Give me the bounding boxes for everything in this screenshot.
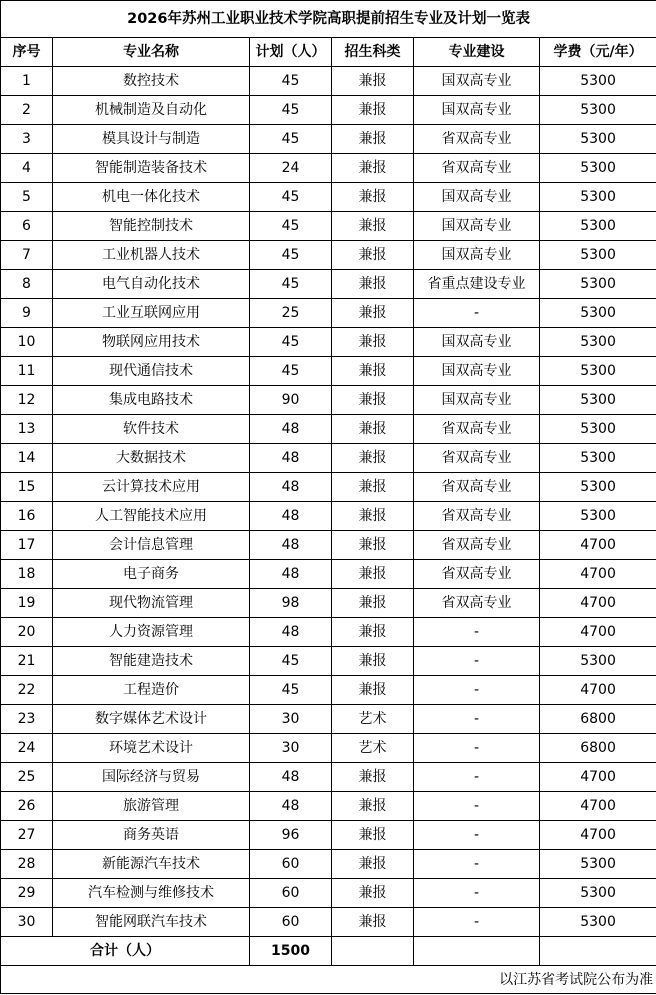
index-cell: 26 — [1, 792, 53, 821]
index-cell: 18 — [1, 560, 53, 589]
index-cell: 11 — [1, 357, 53, 386]
tuition-cell: 5300 — [540, 850, 656, 879]
plan-cell: 45 — [250, 67, 332, 96]
category-cell: 兼报 — [332, 415, 414, 444]
table-row — [1, 821, 656, 850]
plan-cell: 60 — [250, 850, 332, 879]
construction-cell: - — [414, 618, 540, 647]
plan-cell: 60 — [250, 879, 332, 908]
construction-cell: - — [414, 850, 540, 879]
construction-cell: - — [414, 299, 540, 328]
tuition-cell: 5300 — [540, 328, 656, 357]
table-row — [1, 357, 656, 386]
category-cell: 兼报 — [332, 328, 414, 357]
construction-cell: 省双高专业 — [414, 531, 540, 560]
header-plan: 计划（人） — [250, 38, 332, 67]
plan-cell: 45 — [250, 183, 332, 212]
category-cell: 兼报 — [332, 299, 414, 328]
tuition-cell: 5300 — [540, 67, 656, 96]
major-name-cell: 云计算技术应用 — [53, 473, 250, 502]
table-row — [1, 299, 656, 328]
category-cell: 兼报 — [332, 183, 414, 212]
index-cell: 3 — [1, 125, 53, 154]
major-name-cell: 会计信息管理 — [53, 531, 250, 560]
total-row — [1, 937, 656, 966]
plan-cell: 45 — [250, 270, 332, 299]
plan-cell: 48 — [250, 560, 332, 589]
index-cell: 15 — [1, 473, 53, 502]
plan-cell: 45 — [250, 241, 332, 270]
index-cell: 23 — [1, 705, 53, 734]
table-row — [1, 763, 656, 792]
construction-cell: 省双高专业 — [414, 473, 540, 502]
table-row — [1, 734, 656, 763]
major-name-cell: 集成电路技术 — [53, 386, 250, 415]
table-row — [1, 792, 656, 821]
plan-cell: 48 — [250, 502, 332, 531]
major-name-cell: 新能源汽车技术 — [53, 850, 250, 879]
index-cell: 21 — [1, 647, 53, 676]
major-name-cell: 商务英语 — [53, 821, 250, 850]
table-row — [1, 212, 656, 241]
table-row — [1, 183, 656, 212]
tuition-cell: 4700 — [540, 792, 656, 821]
tuition-cell: 4700 — [540, 531, 656, 560]
index-cell: 2 — [1, 96, 53, 125]
major-name-cell: 人力资源管理 — [53, 618, 250, 647]
title-row — [1, 1, 656, 38]
construction-cell: 省双高专业 — [414, 444, 540, 473]
category-cell: 艺术 — [332, 734, 414, 763]
major-name-cell: 工程造价 — [53, 676, 250, 705]
construction-cell: 国双高专业 — [414, 386, 540, 415]
table-row — [1, 908, 656, 937]
plan-cell: 96 — [250, 821, 332, 850]
category-cell: 兼报 — [332, 908, 414, 937]
construction-cell: - — [414, 763, 540, 792]
table-row — [1, 705, 656, 734]
header-row — [1, 38, 656, 67]
category-cell: 兼报 — [332, 560, 414, 589]
major-name-cell: 智能制造装备技术 — [53, 154, 250, 183]
header-major: 专业名称 — [53, 38, 250, 67]
index-cell: 30 — [1, 908, 53, 937]
major-name-cell: 大数据技术 — [53, 444, 250, 473]
total-value: 1500 — [250, 937, 332, 966]
category-cell: 兼报 — [332, 531, 414, 560]
tuition-cell: 4700 — [540, 560, 656, 589]
table-row — [1, 241, 656, 270]
category-cell: 兼报 — [332, 850, 414, 879]
major-name-cell: 现代物流管理 — [53, 589, 250, 618]
total-empty-cell — [414, 937, 540, 966]
major-name-cell: 现代通信技术 — [53, 357, 250, 386]
category-cell: 兼报 — [332, 125, 414, 154]
category-cell: 兼报 — [332, 589, 414, 618]
category-cell: 兼报 — [332, 618, 414, 647]
construction-cell: 国双高专业 — [414, 212, 540, 241]
table-row — [1, 676, 656, 705]
construction-cell: 省双高专业 — [414, 154, 540, 183]
major-name-cell: 数控技术 — [53, 67, 250, 96]
construction-cell: - — [414, 821, 540, 850]
major-name-cell: 环境艺术设计 — [53, 734, 250, 763]
table-row — [1, 502, 656, 531]
construction-cell: - — [414, 676, 540, 705]
tuition-cell: 5300 — [540, 444, 656, 473]
tuition-cell: 4700 — [540, 618, 656, 647]
table-row — [1, 415, 656, 444]
index-cell: 27 — [1, 821, 53, 850]
table-title: 2026年苏州工业职业技术学院高职提前招生专业及计划一览表 — [1, 1, 656, 38]
plan-cell: 45 — [250, 676, 332, 705]
table-row — [1, 879, 656, 908]
category-cell: 兼报 — [332, 444, 414, 473]
construction-cell: 国双高专业 — [414, 357, 540, 386]
index-cell: 7 — [1, 241, 53, 270]
plan-cell: 60 — [250, 908, 332, 937]
tuition-cell: 5300 — [540, 502, 656, 531]
index-cell: 6 — [1, 212, 53, 241]
tuition-cell: 5300 — [540, 154, 656, 183]
construction-cell: 国双高专业 — [414, 96, 540, 125]
category-cell: 艺术 — [332, 705, 414, 734]
category-cell: 兼报 — [332, 67, 414, 96]
major-name-cell: 工业互联网应用 — [53, 299, 250, 328]
construction-cell: 省双高专业 — [414, 502, 540, 531]
category-cell: 兼报 — [332, 357, 414, 386]
category-cell: 兼报 — [332, 792, 414, 821]
index-cell: 13 — [1, 415, 53, 444]
tuition-cell: 4700 — [540, 589, 656, 618]
major-name-cell: 人工智能技术应用 — [53, 502, 250, 531]
construction-cell: 国双高专业 — [414, 183, 540, 212]
tuition-cell: 5300 — [540, 183, 656, 212]
tuition-cell: 4700 — [540, 676, 656, 705]
index-cell: 22 — [1, 676, 53, 705]
plan-cell: 45 — [250, 328, 332, 357]
table-row — [1, 96, 656, 125]
tuition-cell: 4700 — [540, 821, 656, 850]
major-name-cell: 机械制造及自动化 — [53, 96, 250, 125]
major-name-cell: 智能网联汽车技术 — [53, 908, 250, 937]
header-construction: 专业建设 — [414, 38, 540, 67]
major-name-cell: 软件技术 — [53, 415, 250, 444]
plan-cell: 25 — [250, 299, 332, 328]
category-cell: 兼报 — [332, 647, 414, 676]
major-name-cell: 汽车检测与维修技术 — [53, 879, 250, 908]
construction-cell: 国双高专业 — [414, 241, 540, 270]
construction-cell: - — [414, 792, 540, 821]
tuition-cell: 5300 — [540, 473, 656, 502]
tuition-cell: 5300 — [540, 879, 656, 908]
category-cell: 兼报 — [332, 676, 414, 705]
footnote-row — [1, 966, 656, 994]
major-name-cell: 智能建造技术 — [53, 647, 250, 676]
index-cell: 17 — [1, 531, 53, 560]
tuition-cell: 5300 — [540, 647, 656, 676]
major-name-cell: 模具设计与制造 — [53, 125, 250, 154]
category-cell: 兼报 — [332, 502, 414, 531]
construction-cell: - — [414, 647, 540, 676]
construction-cell: 省双高专业 — [414, 125, 540, 154]
category-cell: 兼报 — [332, 241, 414, 270]
index-cell: 19 — [1, 589, 53, 618]
construction-cell: 国双高专业 — [414, 328, 540, 357]
plan-cell: 90 — [250, 386, 332, 415]
table-row — [1, 154, 656, 183]
plan-cell: 48 — [250, 531, 332, 560]
table-row — [1, 328, 656, 357]
table-row — [1, 589, 656, 618]
tuition-cell: 5300 — [540, 357, 656, 386]
plan-cell: 48 — [250, 473, 332, 502]
category-cell: 兼报 — [332, 96, 414, 125]
tuition-cell: 5300 — [540, 96, 656, 125]
header-tuition: 学费（元/年） — [540, 38, 656, 67]
plan-cell: 45 — [250, 96, 332, 125]
construction-cell: - — [414, 734, 540, 763]
index-cell: 25 — [1, 763, 53, 792]
total-empty-cell — [332, 937, 414, 966]
index-cell: 4 — [1, 154, 53, 183]
index-cell: 12 — [1, 386, 53, 415]
table-row — [1, 560, 656, 589]
table-row — [1, 270, 656, 299]
header-index: 序号 — [1, 38, 53, 67]
index-cell: 16 — [1, 502, 53, 531]
tuition-cell: 5300 — [540, 415, 656, 444]
plan-cell: 45 — [250, 212, 332, 241]
table-row — [1, 647, 656, 676]
index-cell: 9 — [1, 299, 53, 328]
plan-cell: 98 — [250, 589, 332, 618]
category-cell: 兼报 — [332, 821, 414, 850]
tuition-cell: 5300 — [540, 125, 656, 154]
tuition-cell: 6800 — [540, 705, 656, 734]
construction-cell: - — [414, 908, 540, 937]
construction-cell: 省重点建设专业 — [414, 270, 540, 299]
table-row — [1, 473, 656, 502]
major-name-cell: 旅游管理 — [53, 792, 250, 821]
plan-cell: 48 — [250, 618, 332, 647]
tuition-cell: 5300 — [540, 212, 656, 241]
index-cell: 28 — [1, 850, 53, 879]
plan-cell: 30 — [250, 705, 332, 734]
construction-cell: 省双高专业 — [414, 560, 540, 589]
plan-cell: 30 — [250, 734, 332, 763]
category-cell: 兼报 — [332, 386, 414, 415]
tuition-cell: 6800 — [540, 734, 656, 763]
category-cell: 兼报 — [332, 270, 414, 299]
plan-cell: 48 — [250, 792, 332, 821]
major-name-cell: 智能控制技术 — [53, 212, 250, 241]
index-cell: 8 — [1, 270, 53, 299]
table-row — [1, 618, 656, 647]
index-cell: 20 — [1, 618, 53, 647]
construction-cell: - — [414, 879, 540, 908]
construction-cell: - — [414, 705, 540, 734]
total-empty-cell — [540, 937, 656, 966]
plan-cell: 48 — [250, 763, 332, 792]
plan-cell: 45 — [250, 357, 332, 386]
plan-cell: 48 — [250, 415, 332, 444]
index-cell: 24 — [1, 734, 53, 763]
plan-cell: 24 — [250, 154, 332, 183]
footnote: 以江苏省考试院公布为准 — [1, 966, 656, 994]
plan-cell: 48 — [250, 444, 332, 473]
table-row — [1, 531, 656, 560]
index-cell: 14 — [1, 444, 53, 473]
construction-cell: 省双高专业 — [414, 415, 540, 444]
category-cell: 兼报 — [332, 879, 414, 908]
tuition-cell: 5300 — [540, 299, 656, 328]
construction-cell: 国双高专业 — [414, 67, 540, 96]
major-name-cell: 国际经济与贸易 — [53, 763, 250, 792]
major-name-cell: 物联网应用技术 — [53, 328, 250, 357]
tuition-cell: 5300 — [540, 386, 656, 415]
major-name-cell: 工业机器人技术 — [53, 241, 250, 270]
total-label: 合计（人） — [1, 937, 250, 966]
index-cell: 29 — [1, 879, 53, 908]
tuition-cell: 4700 — [540, 763, 656, 792]
category-cell: 兼报 — [332, 154, 414, 183]
index-cell: 1 — [1, 67, 53, 96]
table-body — [1, 67, 656, 937]
category-cell: 兼报 — [332, 473, 414, 502]
table-row — [1, 125, 656, 154]
table-row — [1, 67, 656, 96]
table-row — [1, 850, 656, 879]
header-category: 招生科类 — [332, 38, 414, 67]
index-cell: 5 — [1, 183, 53, 212]
tuition-cell: 5300 — [540, 908, 656, 937]
plan-cell: 45 — [250, 647, 332, 676]
major-name-cell: 电气自动化技术 — [53, 270, 250, 299]
major-name-cell: 电子商务 — [53, 560, 250, 589]
category-cell: 兼报 — [332, 763, 414, 792]
index-cell: 10 — [1, 328, 53, 357]
table-row — [1, 444, 656, 473]
category-cell: 兼报 — [332, 212, 414, 241]
tuition-cell: 5300 — [540, 241, 656, 270]
tuition-cell: 5300 — [540, 270, 656, 299]
table-row — [1, 386, 656, 415]
plan-cell: 45 — [250, 125, 332, 154]
major-name-cell: 数字媒体艺术设计 — [53, 705, 250, 734]
construction-cell: 省双高专业 — [414, 589, 540, 618]
major-name-cell: 机电一体化技术 — [53, 183, 250, 212]
